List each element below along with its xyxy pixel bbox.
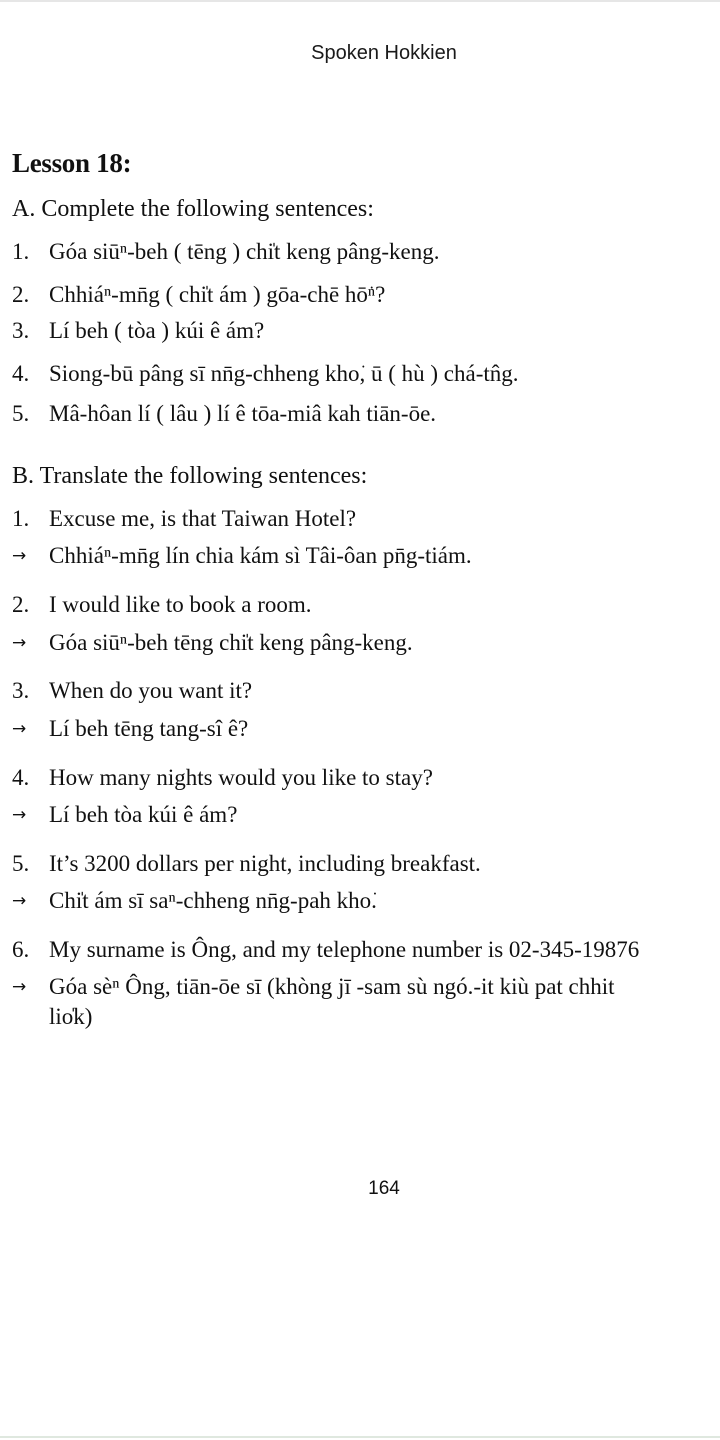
item-number: 4. — [12, 361, 30, 386]
translation-prompt — [12, 678, 252, 704]
answer-text: Lí beh tēng tang-sî ê? — [49, 716, 249, 741]
translation-prompt — [12, 506, 356, 532]
translation-prompt — [12, 851, 481, 877]
english-sentence: I would like to book a room. — [49, 592, 312, 617]
item-number: 4. — [12, 765, 30, 790]
answer-text: Chi̍t ám sī saⁿ-chheng nn̄g-pah kho͘. — [49, 888, 377, 913]
right-arrow-icon: → — [12, 546, 27, 566]
right-arrow-icon: → — [12, 805, 27, 825]
answer-text: Góa sèⁿ Ông, tiān-ōe sī (khòng jī -sam sù ngó.-it kiù pat chhit — [49, 974, 615, 999]
english-sentence: Excuse me, is that Taiwan Hotel? — [49, 506, 357, 531]
english-sentence: My surname is Ông, and my telephone number is 02-345-19876 — [49, 937, 640, 962]
translation-answer — [12, 802, 237, 828]
bottom-divider — [0, 1436, 720, 1438]
answer-text: Chhiáⁿ-mn̄g lín chia kám sì Tâi-ôan pn̄g-tiám. — [49, 543, 472, 568]
translation-answer — [12, 543, 472, 569]
english-sentence: It’s 3200 dollars per night, including breakfast. — [49, 851, 481, 876]
right-arrow-icon: → — [12, 719, 27, 739]
item-number: 1. — [12, 239, 30, 264]
exercise-a-item — [12, 361, 519, 387]
section-b-heading: B. Translate the following sentences: — [12, 463, 368, 489]
answer-text: Lí beh tòa kúi ê ám? — [49, 802, 238, 827]
right-arrow-icon: → — [12, 977, 27, 997]
item-number: 3. — [12, 318, 30, 343]
translation-prompt — [12, 765, 433, 791]
item-text: Mâ-hôan lí ( lâu ) lí ê tōa-miâ kah tiān-ōe. — [49, 401, 437, 426]
item-text: Lí beh ( tòa ) kúi ê ám? — [49, 318, 265, 343]
answer-text: Góa siūⁿ-beh tēng chi̍t keng pâng-keng. — [49, 630, 413, 655]
item-number: 5. — [12, 401, 30, 426]
translation-answer — [12, 974, 615, 1000]
exercise-a-item — [12, 282, 385, 308]
exercise-a-item — [12, 239, 439, 265]
right-arrow-icon: → — [12, 891, 27, 911]
item-number: 3. — [12, 678, 30, 703]
top-divider — [0, 0, 720, 2]
item-number: 1. — [12, 506, 30, 531]
item-number: 5. — [12, 851, 30, 876]
english-sentence: How many nights would you like to stay? — [49, 765, 433, 790]
exercise-a-item — [12, 318, 264, 344]
page-number: 164 — [368, 1178, 400, 1199]
section-a-heading: A. Complete the following sentences: — [12, 196, 374, 222]
answer-text-continuation: lio̍k) — [49, 1004, 93, 1029]
item-number: 6. — [12, 937, 30, 962]
item-number: 2. — [12, 282, 30, 307]
translation-prompt — [12, 592, 312, 618]
item-number: 2. — [12, 592, 30, 617]
item-text: Siong-bū pâng sī nn̄g-chheng kho͘, ū ( hù ) chá-tn̂g. — [49, 361, 519, 386]
english-sentence: When do you want it? — [49, 678, 253, 703]
translation-answer — [12, 716, 248, 742]
lesson-title: Lesson 18: — [12, 148, 132, 178]
translation-prompt — [12, 937, 639, 963]
exercise-a-item — [12, 401, 436, 427]
translation-answer — [12, 630, 413, 656]
translation-answer — [12, 888, 377, 914]
running-header: Spoken Hokkien — [311, 42, 457, 64]
right-arrow-icon: → — [12, 633, 27, 653]
item-text: Góa siūⁿ-beh ( tēng ) chi̍t keng pâng-keng. — [49, 239, 440, 264]
item-text: Chhiáⁿ-mn̄g ( chi̍t ám ) gōa-chē hō͘ⁿ? — [49, 282, 386, 307]
